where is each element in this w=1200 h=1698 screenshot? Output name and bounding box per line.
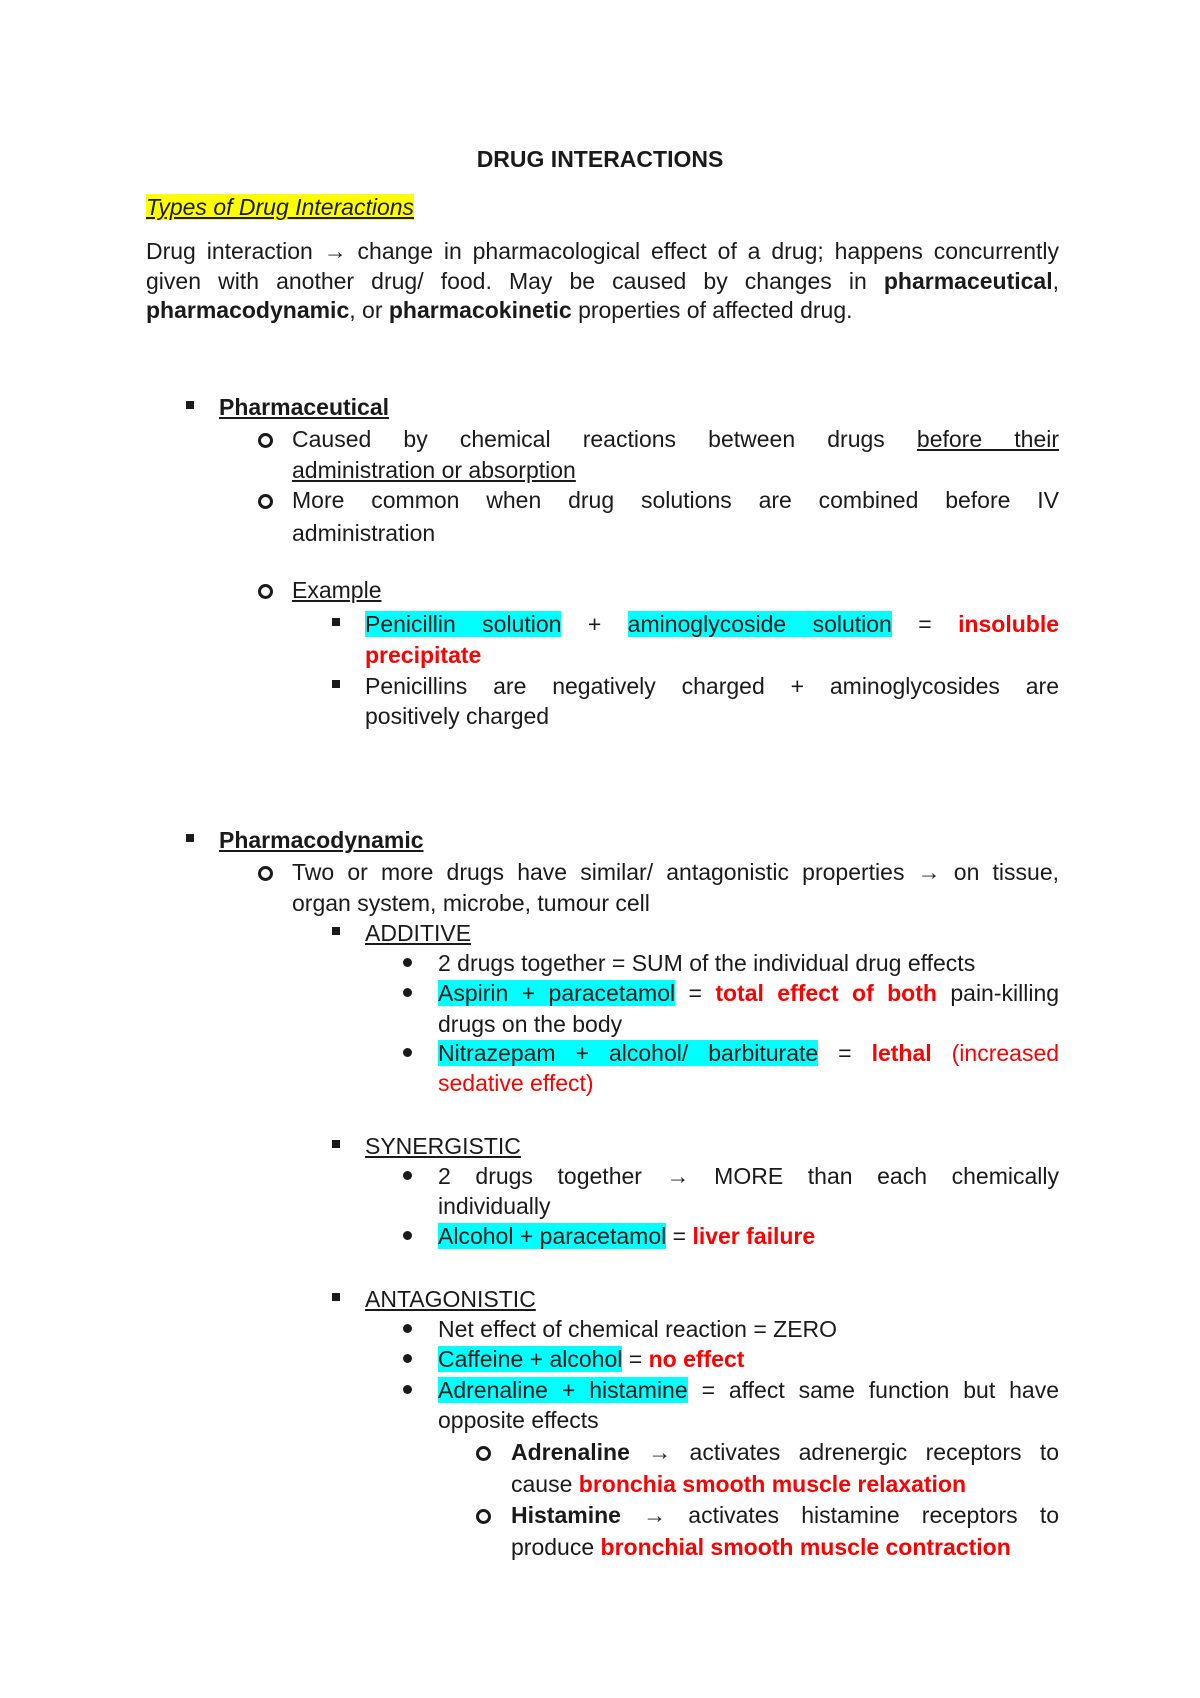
arrow-icon: → — [917, 859, 941, 885]
example-item-1: Penicillin solution + aminoglycoside solution = insoluble — [365, 611, 1060, 637]
square-bullet-icon — [332, 1140, 340, 1148]
additive-item-3-cont: sedative effect) — [438, 1070, 594, 1096]
pharmaceutical-point-1-cont: administration or absorption — [292, 457, 576, 483]
square-bullet-icon — [332, 680, 340, 688]
section-subtitle: Types of Drug Interactions — [146, 194, 415, 220]
dot-bullet-icon — [403, 1324, 412, 1333]
pharmaceutical-point-1: Caused by chemical reactions between drugs before their — [292, 426, 1060, 452]
square-bullet-icon — [186, 401, 194, 409]
additive-item-1: 2 drugs together = SUM of the individual drug effects — [438, 950, 976, 976]
pharmacodynamic-point-1: Two or more drugs have similar/ antagonistic properties → on tissue, — [292, 859, 1060, 885]
arrow-icon: → — [643, 1502, 667, 1528]
circle-bullet-icon — [258, 433, 273, 448]
antagonistic-label: ANTAGONISTIC — [365, 1286, 536, 1312]
page-title: DRUG INTERACTIONS — [476, 146, 724, 172]
intro-line-1: Drug interaction → change in pharmacological effect of a drug; happens concurrently — [146, 238, 1059, 264]
dot-bullet-icon — [403, 1385, 412, 1394]
square-bullet-icon — [332, 618, 340, 626]
arrow-icon: → — [323, 238, 347, 264]
intro-line-2: given with another drug/ food. May be caused by changes in pharmaceutical, — [146, 268, 1059, 294]
square-bullet-icon — [332, 927, 340, 935]
histamine-note: Histamine → activates histamine receptors to — [511, 1502, 1060, 1528]
antagonistic-item-1: Net effect of chemical reaction = ZERO — [438, 1316, 838, 1342]
synergistic-item-1-cont: individually — [438, 1193, 551, 1219]
arrow-icon: → — [666, 1163, 690, 1189]
additive-item-2: Aspirin + paracetamol = total effect of both pain-killing — [438, 980, 1060, 1006]
example-item-2: Penicillins are negatively charged + aminoglycosides are — [365, 673, 1059, 699]
intro-line-3: pharmacodynamic, or pharmacokinetic properties of affected drug. — [146, 297, 853, 323]
example-label: Example — [292, 577, 382, 603]
antagonistic-item-3: Adrenaline + histamine = affect same function but have — [438, 1377, 1059, 1403]
synergistic-item-2: Alcohol + paracetamol = liver failure — [438, 1223, 816, 1249]
pharmaceutical-point-2-cont: administration — [292, 520, 436, 546]
antagonistic-item-2: Caffeine + alcohol = no effect — [438, 1346, 745, 1372]
square-bullet-icon — [332, 1293, 340, 1301]
histamine-note-cont: produce bronchial smooth muscle contraction — [511, 1534, 1011, 1560]
pharmacodynamic-point-1-cont: organ system, microbe, tumour cell — [292, 890, 650, 916]
dot-bullet-icon — [403, 1171, 412, 1180]
adrenaline-note: Adrenaline → activates adrenergic receptors to — [511, 1439, 1060, 1465]
dot-bullet-icon — [403, 1354, 412, 1363]
additive-item-3: Nitrazepam + alcohol/ barbiturate = lethal (increased — [438, 1040, 1060, 1066]
synergistic-label: SYNERGISTIC — [365, 1133, 521, 1159]
arrow-icon: → — [648, 1439, 672, 1465]
dot-bullet-icon — [403, 1231, 412, 1240]
circle-bullet-icon — [258, 866, 273, 881]
pharmaceutical-point-2: More common when drug solutions are combined before IV — [292, 487, 1059, 513]
dot-bullet-icon — [403, 958, 412, 967]
synergistic-item-1: 2 drugs together → MORE than each chemically — [438, 1163, 1059, 1189]
antagonistic-item-3-cont: opposite effects — [438, 1407, 599, 1433]
circle-bullet-icon — [258, 494, 273, 509]
additive-item-2-cont: drugs on the body — [438, 1011, 623, 1037]
example-item-2-cont: positively charged — [365, 703, 550, 729]
circle-bullet-icon — [476, 1509, 491, 1524]
example-item-1-cont: precipitate — [365, 642, 482, 668]
dot-bullet-icon — [403, 988, 412, 997]
heading-pharmacodynamic: Pharmacodynamic — [219, 827, 424, 853]
circle-bullet-icon — [258, 584, 273, 599]
circle-bullet-icon — [476, 1446, 491, 1461]
dot-bullet-icon — [403, 1048, 412, 1057]
adrenaline-note-cont: cause bronchia smooth muscle relaxation — [511, 1471, 967, 1497]
heading-pharmaceutical: Pharmaceutical — [219, 394, 390, 420]
square-bullet-icon — [186, 834, 194, 842]
additive-label: ADDITIVE — [365, 920, 472, 946]
